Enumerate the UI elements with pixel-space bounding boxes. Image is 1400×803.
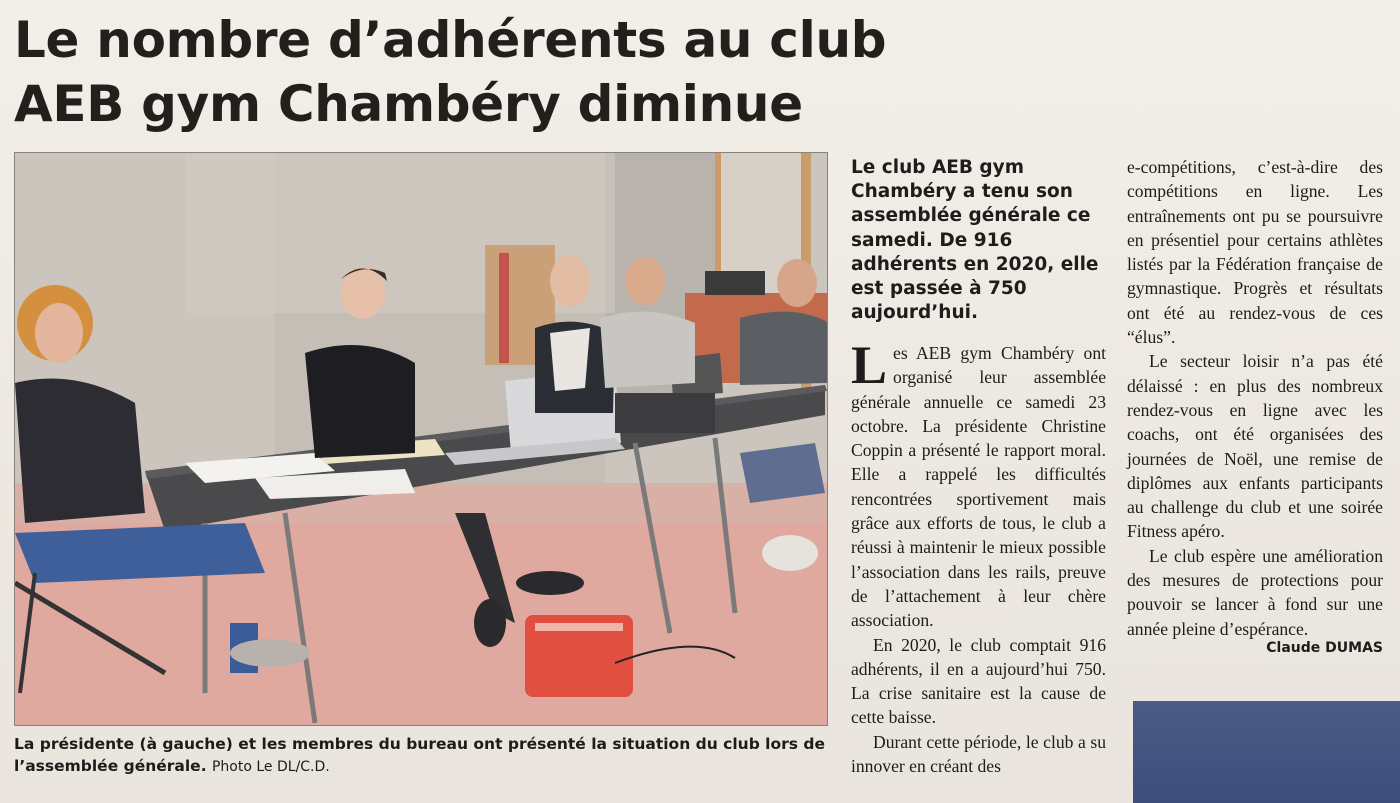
article-photo — [14, 152, 828, 726]
article-paragraph: Le club espère une amélioration des mesures de protections pour pouvoir se lancer à fond sur une année pleine d’espérance. — [1127, 545, 1383, 639]
article-paragraph: e-compétitions, c’est-à-dire des compétitions en ligne. Les entraînements ont pu se poursuivre en présentiel pour certains athlètes listés par la Fédération française de gymnastique. Progrès et résultats ont été au rendez-vous de ces “élus”. — [1127, 157, 1383, 348]
headline-line-1: Le nombre d’adhérents au club — [14, 11, 887, 69]
article-author: Claude DUMAS — [1266, 640, 1383, 656]
photo-caption — [14, 733, 828, 778]
photo-credit: Photo Le DL/C.D. — [211, 759, 330, 775]
dropcap-letter: L — [851, 335, 888, 395]
caption-text: La présidente (à gauche) et les membres du bureau ont présenté la situation du club lors de l’assemblée générale. — [14, 735, 826, 775]
article-headline — [14, 8, 894, 136]
article-column-1 — [851, 335, 1106, 778]
advertisement-block — [1133, 701, 1400, 803]
article-column-2 — [1127, 155, 1383, 641]
photo-illustration — [15, 153, 828, 726]
headline-line-2: AEB gym Chambéry diminue — [14, 75, 803, 133]
bleed-through-text — [880, 0, 1130, 70]
article-paragraph: Les AEB gym Chambéry ont organisé leur assemblée générale annuelle ce samedi 23 octobre. La présidente Christine Coppin a présenté le rapport moral. Elle a rappelé les difficultés rencontrées sportivement mais grâce aux efforts de tous, le club a réussi à maintenir le mieux possible l’association dans les rails, preuve de l’attachement à leur chère association. — [851, 335, 1106, 631]
article-paragraph: En 2020, le club comptait 916 adhérents, il en a aujourd’hui 750. La crise sanitaire est la cause de cette baisse. — [851, 634, 1106, 728]
article-paragraph: Durant cette période, le club a su innover en créant des — [851, 731, 1106, 777]
article-paragraph: Le secteur loisir n’a pas été délaissé : en plus des nombreux rendez-vous en ligne avec les coachs, ont été organisées des journées de Noël, une remise de diplômes aux enfants participants au challenge du club et une soirée Fitness apéro. — [1127, 351, 1383, 542]
article-lead: Le club AEB gym Chambéry a tenu son assemblée générale ce samedi. De 916 adhérents en 2020, elle est passée à 750 aujourd’hui. — [851, 157, 1099, 324]
